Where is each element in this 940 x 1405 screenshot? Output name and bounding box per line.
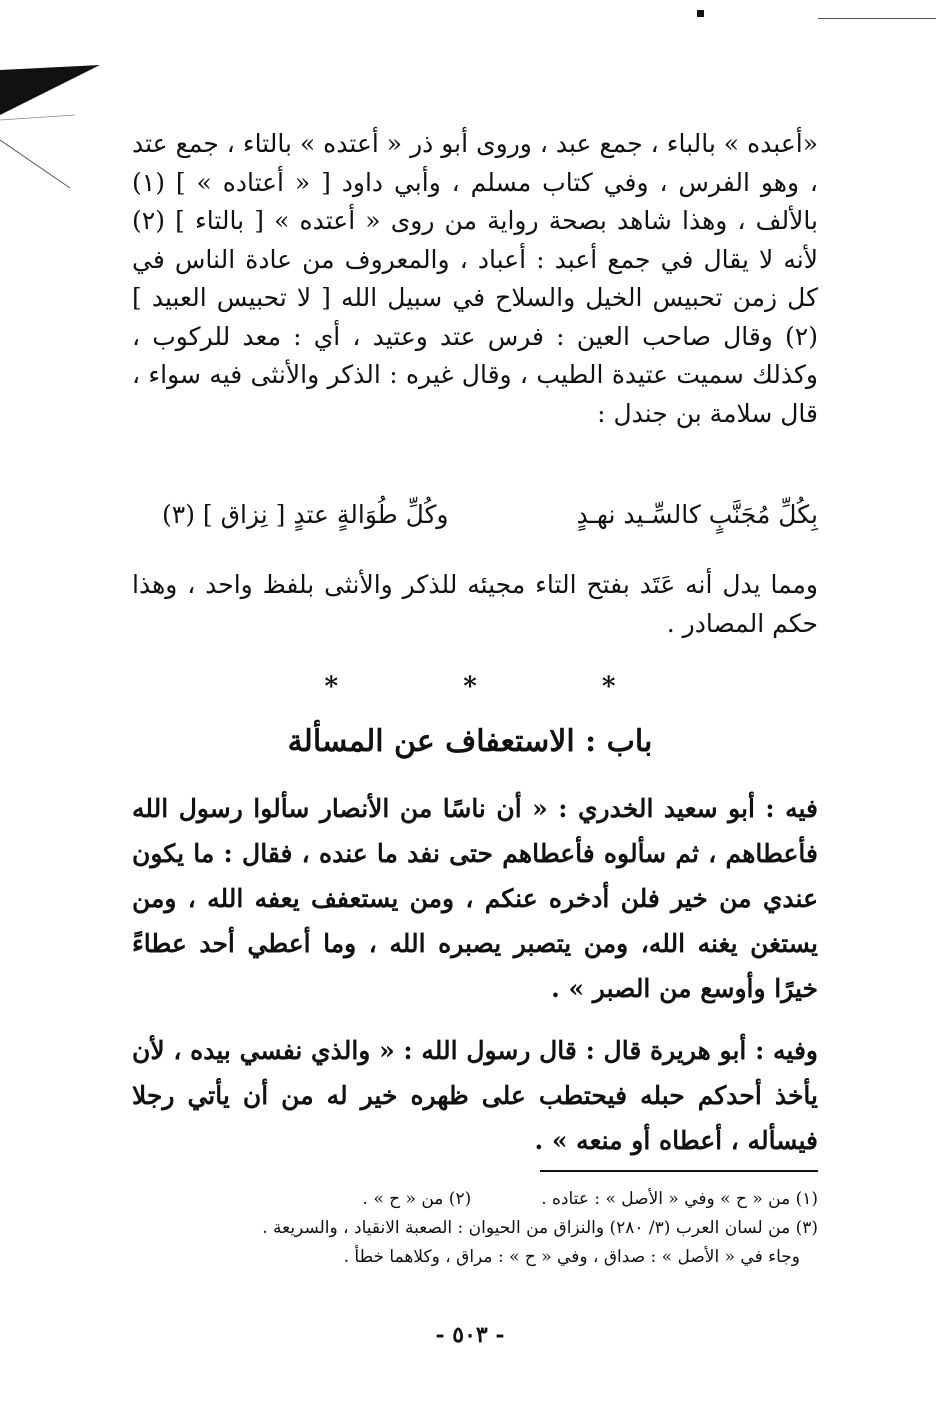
scan-mark-line bbox=[818, 18, 936, 19]
paragraph-conclusion: ومما يدل أنه عَتَد بفتح التاء مجيئه للذكر والأنثى بلفظ واحد ، وهذا حكم المصادر . bbox=[132, 570, 818, 638]
page-number: - ٥٠٣ - bbox=[435, 1322, 505, 1348]
chapter-heading: باب : الاستعفاف عن المسألة bbox=[287, 724, 653, 759]
paragraph-hadith-abu-said: فيه : أبو سعيد الخدري : « أن ناسًا من الأنصار سألوا رسول الله فأعطاهم ، ثم سألوه فأعطاهم حتى نفد ما عنده ، فقال : ما يكون عندي من خير فلن أدخره عنكم ، ومن يستعفف يعفه الله ، ومن يستغن يغنه الله، ومن يتصبر يصبره الله ، وما أعطي أحد عطاءً خيرًا وأوسع من الصبر » . bbox=[132, 794, 818, 1003]
footnote-3-line-2: وجاء في « الأصل » : صداق ، وفي « ح » : مراق ، وكلاهما خطأ . bbox=[343, 1247, 800, 1267]
footnote-row-1 bbox=[132, 1185, 818, 1214]
paragraph-commentary: «أعبده » بالباء ، جمع عبد ، وروى أبو ذر « أعتده » بالتاء ، جمع عتد ، وهو الفرس ، وفي كتاب مسلم ، وأبي داود [ « أعتاده » ] (١) بالألف ، وهذا شاهد بصحة رواية من روى « أعتده » [ بالتاء ] (٢) لأنه لا يقال في جمع أعبد : أعباد ، والمعروف من عادة الناس في كل زمن تحبيس الخيل والسلاح في سبيل الله [ لا تحبيس العبيد ] (٢) وقال صاحب العين : فرس عتد وعتيد ، أي : معد للركوب ، وكذلك سميت عتيدة الطيب ، وقال غيره : الذكر والأنثى فيه سواء ، قال سلامة بن جندل : bbox=[132, 129, 818, 428]
section-separator: * * * bbox=[324, 672, 674, 702]
hadith-block-2 bbox=[132, 1028, 818, 1163]
scan-corner-mark bbox=[0, 60, 110, 200]
footnote-2: (٢) من « ح » . bbox=[362, 1189, 472, 1209]
footnote-1: (١) من « ح » وفي « الأصل » : عتاده . bbox=[541, 1189, 818, 1209]
footnotes bbox=[132, 1185, 818, 1272]
hadith-block-1 bbox=[132, 786, 818, 1011]
poetry-verse bbox=[132, 500, 818, 540]
footnote-divider bbox=[540, 1170, 818, 1172]
verse-second-hemistich: وكُلِّ طُوَالةٍ عتدٍ [ نِزاق ] (٣) bbox=[162, 500, 449, 529]
scan-mark-dot bbox=[697, 10, 704, 17]
main-text bbox=[132, 125, 818, 433]
conclusion-text bbox=[132, 566, 818, 643]
footnote-3-line-1: (٣) من لسان العرب (٣/ ٢٨٠) والنزاق من الحيوان : الصعبة الانقياد ، والسريعة . bbox=[262, 1218, 818, 1238]
verse-first-hemistich: بِكُلِّ مُجَنَّبٍ كالسِّـيد نهـدٍ bbox=[576, 500, 818, 529]
paragraph-hadith-abu-hurayra: وفيه : أبو هريرة قال : قال رسول الله : « والذي نفسي بيده ، لأن يأخذ أحدكم حبله فيحتطب على ظهره خير له من أن يأتي رجلا فيسأله ، أعطاه أو منعه » . bbox=[132, 1036, 818, 1155]
